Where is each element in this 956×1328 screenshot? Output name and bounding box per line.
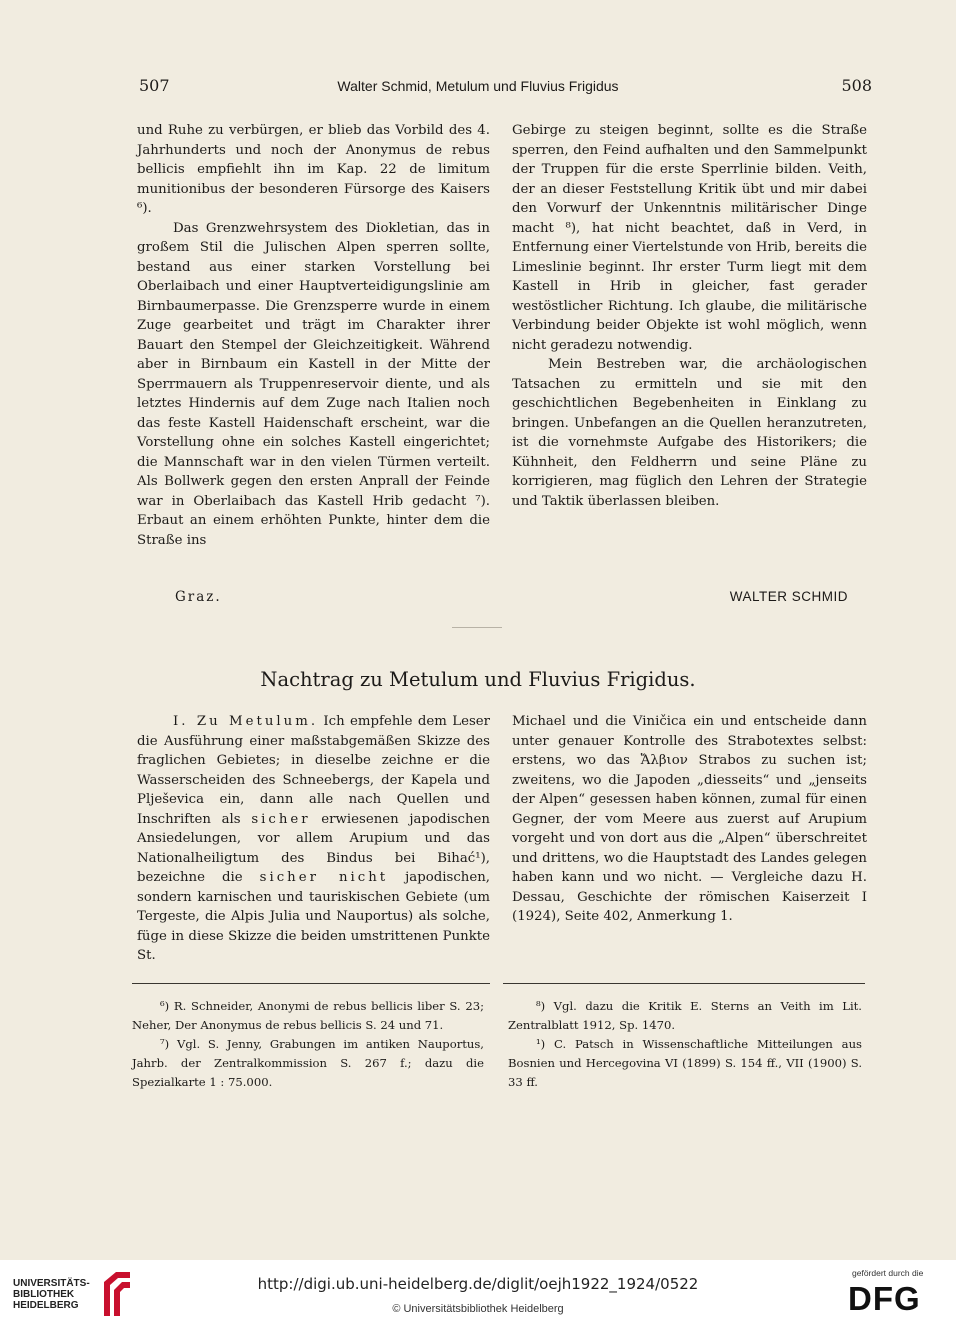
dfg-logo: DFG <box>848 1280 921 1317</box>
running-title: Walter Schmid, Metulum und Fluvius Frigidus <box>337 78 619 94</box>
paragraph: Gebirge zu steigen beginnt, sollte es die Straße sperren, den Feind aufhalten und den Sammelpunkt der Truppen für die erste Sperrlinie bilden. Veith, der an dieser Feststellung Kritik übt und mir dabei den Vorwurf der Unkenntnis militärischer Dinge macht ⁸), hat nicht beachtet, daß in Verd, in Entfernung einer Viertelstunde von Hrib, bereits die Limeslinie beginnt. Ihr erster Turm liegt mit dem Kastell in Hrib in gleicher, fast gerader westöstlicher Richtung. Ich glaube, die militärische Verbindung beider Objekte ist wohl möglich, wenn nicht geradezu notwendig. <box>512 123 867 353</box>
signature-place: Graz. <box>175 589 222 605</box>
top-right-column <box>512 121 867 511</box>
right-page-number: 508 <box>841 76 872 95</box>
footnote-rule <box>503 983 865 984</box>
viewer-footer <box>0 1260 956 1328</box>
section-lead: I. Zu Metulum. <box>173 714 319 729</box>
paragraph: Das Grenzwehrsystem des Diokletian, das in großem Stil die Julischen Alpen sperren sollte, bestand aus einer starken Vorstellung bei Oberlaibach und einer Hauptverteidigungslinie am Birnbaumerpasse. Die Grenzsperre wurde in einem Zuge gearbeitet und trägt im Charakter ihrer Bauart den Stempel der Gleichzeitigkeit. Während aber in Birnbaum ein Kastell in der Mitte der Sperrmauern als Truppenreservoir diente, und als letztes Hindernis auf dem Zuge nach Italien noch das feste Kastell Haidenschaft erscheint, war die Vorstellung ohne ein solches Kastell eingerichtet; die Mannschaft war in den vielen Türmen verteilt. Als Bollwerk gegen den ersten Anprall der Feinde war in Oberlaibach das Kastell Hrib gedacht ⁷). Erbaut an einem erhöhten Punkte, hinter dem die Straße ins <box>137 220 490 548</box>
footnote: ⁸) Vgl. dazu die Kritik E. Sterns an Veith im Lit. Zentralblatt 1912, Sp. 1470. <box>508 999 862 1032</box>
left-page-number: 507 <box>139 76 170 95</box>
divider <box>452 627 502 628</box>
footnote: ⁷) Vgl. S. Jenny, Grabungen im antiken Nauportus, Jahrb. der Zentralkommission S. 267 f.; dazu die Spezialkarte 1 : 75.000. <box>132 1037 484 1089</box>
library-line: BIBLIOTHEK <box>13 1289 75 1300</box>
text-run: erwiesenen japodischen Ansiedelungen, vor allem Arupium und das Nationalheiligtum des Bindus bei Bihać¹), bezeichne die <box>137 811 490 885</box>
funded-by-label: gefördert durch die <box>852 1268 924 1278</box>
text-run: Ich empfehle dem Leser die Ausführung einer maßstabgemäßen Skizze des fraglichen Gebietes; in dieselbe zeichne er die Wasserscheiden des Schneebergs, der Kapela und Plješevica ein, dann alle nach Quellen und Inschriften als <box>137 714 490 827</box>
library-line: UNIVERSITÄTS- <box>13 1278 90 1289</box>
top-left-column <box>137 121 490 550</box>
footnote-rule <box>132 983 490 984</box>
paragraph: Mein Bestreben war, die archäologischen Tatsachen zu ermitteln und sie mit den geschichtlichen Begebenheiten in Einklang zu bringen. Unbefangen an die Quellen heranzutreten, ist die vornehmste Aufgabe des Historikers; die Kühnheit, den Feldherrn und seine Pläne zu korrigieren, mag füglich den Lehren der Strategie und Taktik überlassen bleiben. <box>512 357 867 509</box>
footnotes-right <box>508 997 862 1092</box>
text-run: japodischen, sondern karnischen und tauriskischen Gebiete (um Tergeste, die Alpis Julia und Nauportus) als solche, füge in diese Skizze die beiden umstrittenen Punkte St. <box>137 870 490 963</box>
emphasis: sicher <box>251 811 311 827</box>
section-left-column <box>137 712 490 966</box>
emphasis: sicher nicht <box>259 870 389 885</box>
footnotes-left <box>132 997 484 1092</box>
footnote: ⁶) R. Schneider, Anonymi de rebus bellicis liber S. 23; Neher, Der Anonymus de rebus bellicis S. 24 und 71. <box>132 999 484 1032</box>
library-line: HEIDELBERG <box>13 1300 79 1311</box>
permalink-url[interactable]: http://digi.ub.uni-heidelberg.de/diglit/oejh1922_1924/0522 <box>257 1275 699 1293</box>
copyright: © Universitätsbibliothek Heidelberg <box>392 1303 564 1315</box>
section-title: Nachtrag zu Metulum und Fluvius Frigidus. <box>260 668 696 691</box>
paragraph: Michael und die Viničica ein und entscheide dann unter genauer Kontrolle des Strabotextes selbst: erstens, wo das Ἄλβιον Strabos zu suchen ist; zweitens, wo die Japoden „diesseits“ und „jenseits der Alpen“ gesessen haben können, zumal für einen Gegner, der vom Meere aus zuerst auf Arupium vorgeht und von dort aus die „Alpen“ überschreitet und drittens, wo die Hauptstadt des Landes gelegen haben kann und wo nicht. — Vergleiche dazu H. Dessau, Geschichte der römischen Kaiserzeit I (1924), Seite 402, Anmerkung 1. <box>512 714 867 924</box>
footnote: ¹) C. Patsch in Wissenschaftliche Mitteilungen aus Bosnien und Hercegovina VI (1899) S. 154 ff., VII (1900) S. 33 ff. <box>508 1037 862 1089</box>
section-right-column <box>512 712 867 927</box>
paragraph: und Ruhe zu verbürgen, er blieb das Vorbild des 4. Jahrhunderts und noch der Anonymus de rebus bellicis empfiehlt ihn im Kap. 22 de limitum munitionibus der besonderen Fürsorge des Kaisers ⁶). <box>137 123 490 216</box>
signature-author: WALTER SCHMID <box>729 589 848 604</box>
